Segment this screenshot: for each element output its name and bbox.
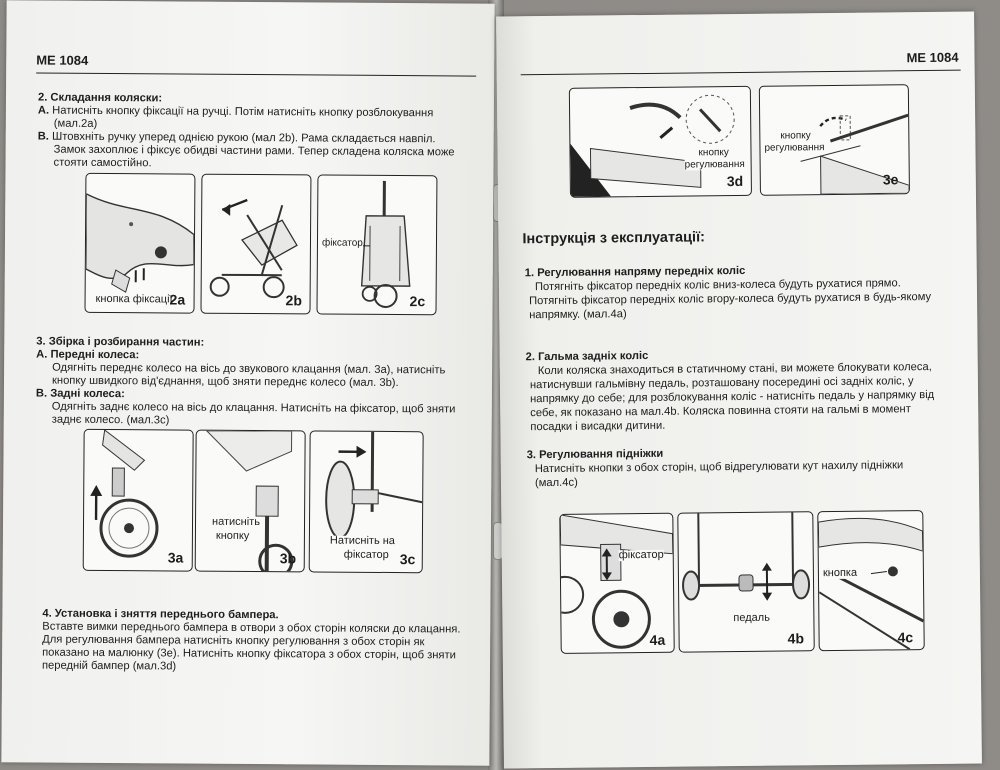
step-text: Потягніть фіксатор передніх коліс вниз-колеса будуть рухатися прямо. [534, 277, 901, 294]
step-text: напрямку. (мал.4a) [529, 308, 627, 322]
figure-3e [759, 84, 910, 196]
figure-label: 4c [897, 629, 914, 646]
step-text: (мал.2a) [53, 117, 98, 130]
figure-caption: кнопка фіксації [95, 292, 173, 306]
figure-caption: кнопку [698, 147, 729, 159]
figure-label: 3d [726, 172, 744, 190]
figure-caption: кнопку [780, 130, 811, 142]
right-page [496, 12, 982, 769]
left-page [1, 0, 494, 765]
section-heading: 3. Збірка і розбирання частин: [36, 335, 205, 349]
figure-caption: кнопка [822, 566, 858, 580]
step-text: Потягніть фіксатор передніх коліс вгору-колеса будуть рухатися в будь-якому [528, 290, 932, 308]
step-text: Замок захоплює і фіксує обидві частини рами. Тепер складена коляска може [53, 143, 455, 159]
step-letter: B. [37, 130, 49, 143]
step-letter: A. [37, 104, 50, 117]
step-text: Одягніть переднє колесо на вісь до звукового клацання (мал. 3a), натисніть [52, 361, 446, 377]
model-number: ME 1084 [906, 49, 959, 66]
step-text: показано на малюнку (3e). Натисніть кнопку фіксатора з обох сторін, щоб зняти [42, 646, 456, 662]
step-text: себе, як показано на мал.4b. Коляска повинна стояти на гальмі в момент [530, 403, 911, 420]
section-heading: 1. Регулювання напряму передніх коліс [524, 264, 746, 280]
figure-3c [309, 430, 424, 573]
step-text: кнопку швидкого від'єднання, щоб зняти переднє колесо (мал. 3b). [51, 374, 399, 390]
figure-label: 3c [399, 551, 416, 568]
step-text: заднє колесо. (мал.3c) [51, 413, 170, 427]
figure-3d [569, 86, 752, 198]
model-number: ME 1084 [36, 52, 89, 68]
figure-label: 2c [409, 293, 426, 310]
figure-label: 2b [285, 292, 302, 309]
section-heading: 2. Гальма задніх коліс [525, 349, 649, 364]
step-text: Коли коляска знаходиться в статичному стані, ви можете блокувати колеса, [537, 360, 932, 378]
page-title: Інструкція з експлуатації: [522, 229, 706, 248]
figure-2b [200, 174, 311, 315]
figure-label: 2a [169, 291, 186, 308]
figure-label: 3e [882, 171, 899, 188]
figure-caption: регулювання [684, 158, 745, 171]
step-text: Одягніть заднє колесо на вісь до клацання. Натисніть на фіксатор, щоб зняти [51, 400, 456, 416]
figure-caption: фіксатор [618, 548, 664, 562]
figure-caption: фіксатор [321, 237, 363, 249]
figure-caption: регулювання [764, 142, 825, 154]
figure-label: 3b [279, 550, 297, 567]
step-text: напрямку до себе; для розблокування коліс - натисніть педаль у напрямку від [530, 388, 935, 406]
step-text: передній бампер (мал.3d) [41, 659, 177, 673]
step-text: Натисніть кнопки з обох сторін, щоб відрегулювати кут нахилу підніжки [534, 459, 904, 476]
step-text: стояти самостійно. [53, 156, 152, 170]
section-heading: 2. Складання коляски: [37, 91, 163, 105]
figure-4b [677, 511, 814, 652]
figure-caption: кнопку [215, 529, 250, 543]
figure-4c [817, 510, 924, 651]
figure-2c [316, 174, 437, 315]
section-heading: 3. Регулювання підніжки [526, 447, 664, 462]
step-text: (мал.4c) [534, 476, 578, 490]
subsection-heading: A. Передні колеса: [36, 348, 140, 362]
step-text: натиснувши гальмівну педаль, розташовану посередині осі задніх коліс, у [529, 375, 914, 392]
figure-caption: фіксатор [343, 548, 389, 561]
figure-3a [83, 429, 194, 572]
figure-4a [559, 513, 674, 654]
figure-label: 3a [167, 549, 184, 566]
step-text: Штовхніть ручку уперед однією рукою (мал 2b). Рама складається навпіл. [51, 130, 436, 146]
figure-caption: Натисніть на [329, 534, 395, 548]
header-rule [521, 70, 961, 76]
step-text: Натисніть кнопку фіксації на ручці. Потім натисніть кнопку розблокування [52, 104, 434, 120]
figure-label: 4a [649, 631, 666, 648]
figure-label: 4b [787, 630, 805, 647]
figure-caption: натисніть [211, 515, 260, 529]
figure-2a [84, 173, 195, 314]
section-heading: 4. Установка і зняття переднього бампера. [42, 607, 279, 622]
figure-caption: педаль [733, 611, 770, 625]
subsection-heading: B. Задні колеса: [35, 387, 125, 401]
step-text: посадки і висадки дитини. [530, 419, 666, 434]
figure-3b [195, 430, 306, 573]
step-text: Вставте вимки переднього бампера в отвори з обох сторін коляски до клацання. [42, 620, 461, 636]
header-rule [36, 73, 476, 77]
step-text: Для регулювання бампера натисніть кнопку регулювання з обох сторін як [42, 633, 425, 649]
